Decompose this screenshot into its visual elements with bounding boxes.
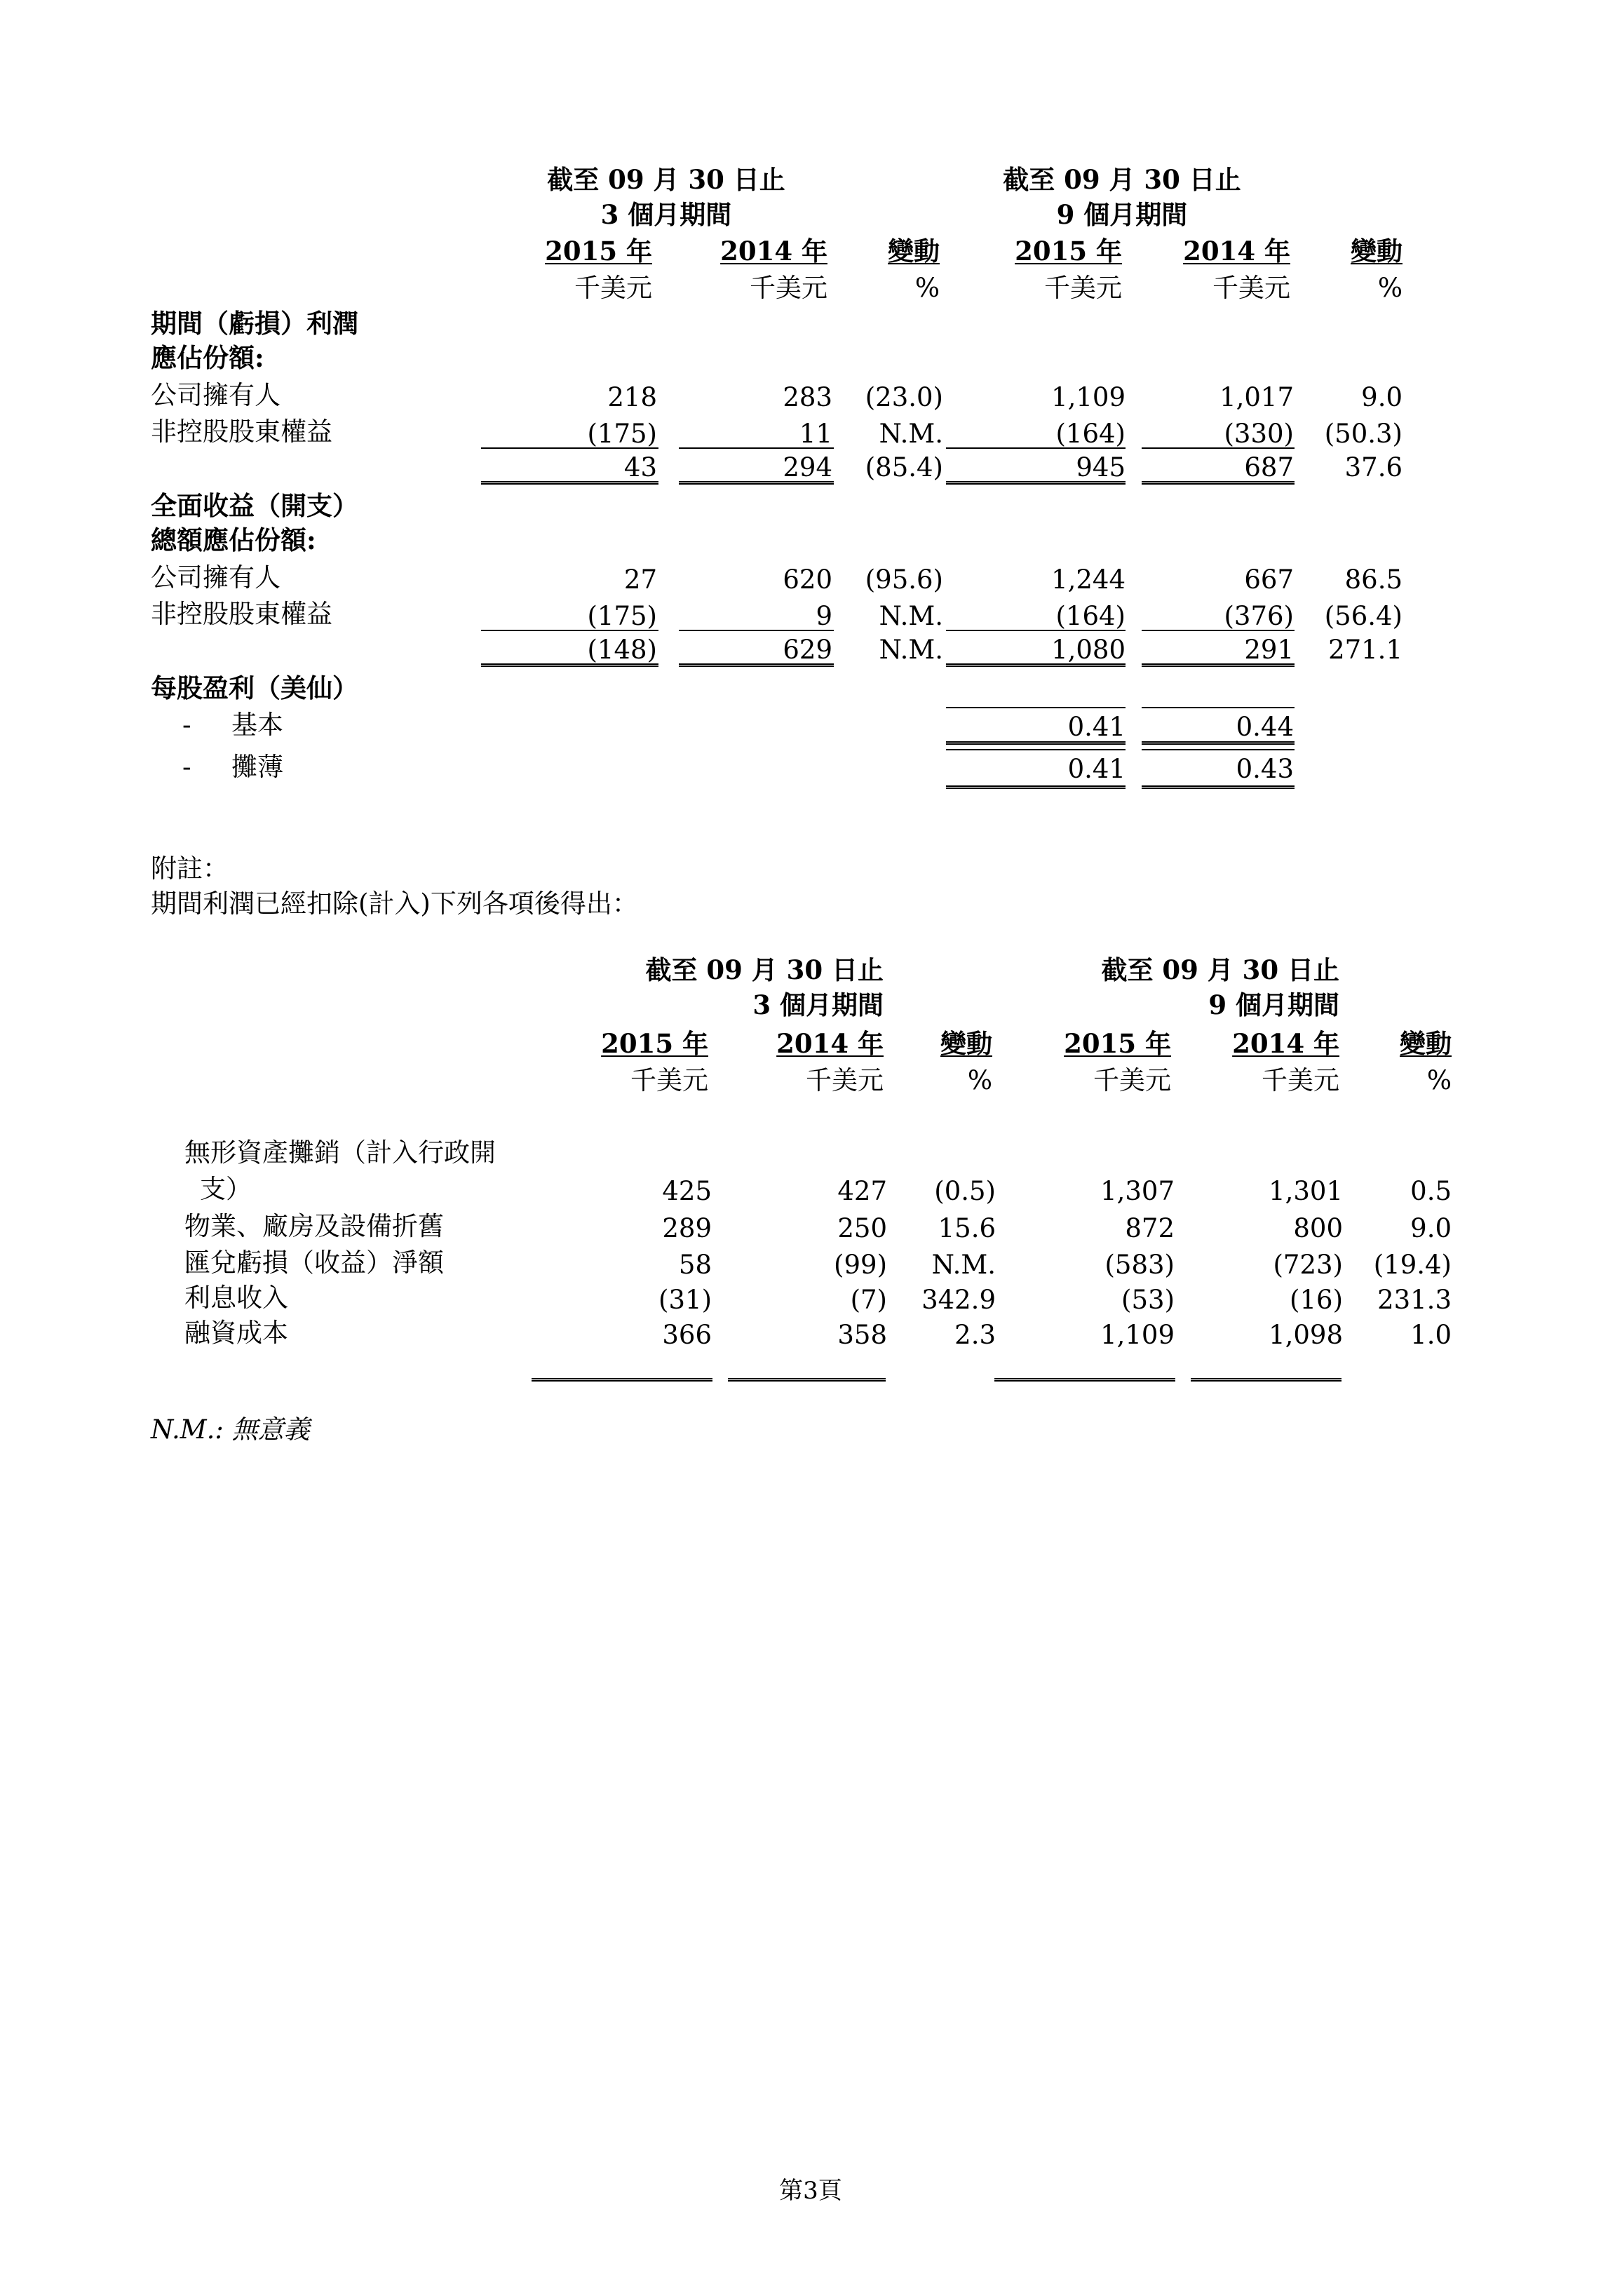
- section-subtitle: 應佔份額:: [151, 342, 264, 373]
- cell: (85.4): [865, 452, 943, 482]
- t1-hdr-9m-line1: 截至 09 月 30 日止: [1003, 164, 1241, 195]
- cell: 1,017: [1219, 382, 1294, 412]
- cell: N.M.: [931, 1250, 996, 1280]
- total-double-rule: [679, 663, 834, 667]
- cell: 9.0: [1361, 382, 1403, 412]
- total-double-rule: [532, 1378, 712, 1382]
- eps-double-rule: [946, 741, 1126, 745]
- total-double-rule: [1191, 1378, 1341, 1382]
- cell: (19.4): [1373, 1250, 1452, 1280]
- cell: 2.3: [954, 1320, 996, 1350]
- footnote: N.M.: 無意義: [151, 1414, 310, 1445]
- row-label: 非控股股東權益: [151, 417, 332, 447]
- total-double-rule: [1142, 481, 1295, 485]
- t2-unit-5: %: [1426, 1065, 1452, 1095]
- row-dash: -: [182, 710, 191, 740]
- section-subtitle: 總額應佔份額:: [151, 525, 316, 555]
- row-label: 無形資產攤銷（計入行政開: [184, 1137, 496, 1168]
- row-label: 融資成本: [184, 1318, 288, 1348]
- t2-col-2015-3m: 2015 年: [601, 1028, 708, 1059]
- total-double-rule: [679, 481, 834, 485]
- cell: 271.1: [1328, 635, 1403, 665]
- total-double-rule: [728, 1378, 886, 1382]
- cell: 687: [1244, 452, 1294, 482]
- cell: (376): [1224, 601, 1294, 631]
- subtotal-rule: [679, 447, 834, 449]
- cell: 283: [783, 382, 832, 412]
- t2-col-2014-9m: 2014 年: [1232, 1028, 1339, 1059]
- t1-col-2014-9m: 2014 年: [1183, 236, 1290, 266]
- cell: 231.3: [1377, 1285, 1452, 1315]
- cell: 11: [799, 419, 832, 449]
- cell: 9: [816, 601, 832, 631]
- cell: 800: [1293, 1213, 1343, 1243]
- section-title: 每股盈利（美仙）: [151, 673, 358, 703]
- subtotal-rule: [946, 630, 1126, 631]
- t2-hdr-3m-line1: 截至 09 月 30 日止: [645, 954, 884, 985]
- t2-unit-4: 千美元: [1262, 1065, 1339, 1095]
- row-dash: -: [182, 752, 191, 782]
- cell: 366: [662, 1320, 712, 1350]
- section-title: 全面收益（開支）: [151, 490, 358, 521]
- eps-rule: [946, 707, 1126, 708]
- t2-col-2014-3m: 2014 年: [776, 1028, 884, 1059]
- t2-unit-1: 千美元: [806, 1065, 884, 1095]
- t2-unit-0: 千美元: [630, 1065, 708, 1095]
- subtotal-rule: [946, 447, 1126, 449]
- cell: N.M.: [879, 419, 943, 449]
- t2-col-change-3m: 變動: [940, 1028, 992, 1059]
- cell: 1,301: [1269, 1176, 1343, 1206]
- cell: 1,080: [1051, 635, 1126, 665]
- section-title: 期間（虧損）利潤: [151, 308, 358, 339]
- cell: 1,098: [1269, 1320, 1343, 1350]
- t1-hdr-9m-line2: 9 個月期間: [1056, 199, 1188, 230]
- cell: 0.41: [1067, 712, 1126, 742]
- cell: 27: [623, 565, 657, 595]
- cell: 43: [623, 452, 657, 482]
- cell: (164): [1055, 601, 1126, 631]
- t2-hdr-9m-line2: 9 個月期間: [1208, 990, 1339, 1020]
- t2-hdr-3m-line2: 3 個月期間: [752, 990, 884, 1020]
- row-label-cont: 支）: [200, 1174, 252, 1204]
- t2-unit-2: %: [967, 1065, 992, 1095]
- cell: 425: [662, 1176, 712, 1206]
- t2-col-change-9m: 變動: [1400, 1028, 1452, 1059]
- t1-col-change-3m: 變動: [888, 236, 940, 266]
- cell: 250: [837, 1213, 887, 1243]
- cell: 9.0: [1410, 1213, 1452, 1243]
- cell: 1,307: [1100, 1176, 1175, 1206]
- cell: (723): [1273, 1250, 1343, 1280]
- total-double-rule: [481, 663, 658, 667]
- cell: 15.6: [938, 1213, 996, 1243]
- cell: 86.5: [1344, 565, 1403, 595]
- t1-unit-1: 千美元: [750, 273, 827, 303]
- row-label: 利息收入: [184, 1283, 288, 1313]
- total-double-rule: [946, 663, 1126, 667]
- t1-unit-0: 千美元: [574, 273, 652, 303]
- row-label: 公司擁有人: [151, 562, 281, 593]
- subtotal-rule: [1142, 630, 1295, 631]
- eps-double-rule: [946, 785, 1126, 789]
- cell: (148): [587, 635, 657, 665]
- t2-col-2015-9m: 2015 年: [1064, 1028, 1171, 1059]
- t2-unit-3: 千美元: [1093, 1065, 1171, 1095]
- t1-unit-3: 千美元: [1044, 273, 1122, 303]
- cell: N.M.: [879, 601, 943, 631]
- t1-hdr-3m-line1: 截至 09 月 30 日止: [547, 164, 785, 195]
- cell: 0.5: [1410, 1176, 1452, 1206]
- page-number: 第3頁: [779, 2177, 842, 2205]
- cell: (56.4): [1324, 601, 1403, 631]
- cell: (95.6): [865, 565, 943, 595]
- eps-rule: [946, 749, 1126, 750]
- cell: (7): [850, 1285, 887, 1315]
- notes-title: 附註：: [151, 853, 229, 884]
- cell: 358: [837, 1320, 887, 1350]
- cell: 1,109: [1051, 382, 1126, 412]
- cell: (53): [1121, 1285, 1175, 1315]
- eps-rule: [1142, 707, 1295, 708]
- cell: 0.43: [1236, 754, 1294, 784]
- cell: (23.0): [865, 382, 943, 412]
- total-double-rule: [946, 481, 1126, 485]
- cell: (175): [587, 601, 657, 631]
- cell: 218: [607, 382, 657, 412]
- total-double-rule: [994, 1378, 1175, 1382]
- cell: 945: [1076, 452, 1126, 482]
- t1-unit-2: %: [914, 273, 940, 303]
- t1-col-2015-3m: 2015 年: [545, 236, 652, 266]
- cell: (164): [1055, 419, 1126, 449]
- total-double-rule: [481, 481, 658, 485]
- cell: 1,109: [1100, 1320, 1175, 1350]
- cell: (175): [587, 419, 657, 449]
- cell: 58: [678, 1250, 712, 1280]
- cell: 291: [1244, 635, 1294, 665]
- cell: 1,244: [1051, 565, 1126, 595]
- t1-unit-5: %: [1377, 273, 1403, 303]
- eps-double-rule: [1142, 785, 1295, 789]
- t1-unit-4: 千美元: [1212, 273, 1290, 303]
- cell: 37.6: [1344, 452, 1403, 482]
- subtotal-rule: [1142, 447, 1295, 449]
- cell: (330): [1224, 419, 1294, 449]
- row-label: 非控股股東權益: [151, 599, 332, 629]
- cell: 620: [783, 565, 832, 595]
- cell: 872: [1125, 1213, 1175, 1243]
- t2-hdr-9m-line1: 截至 09 月 30 日止: [1101, 954, 1339, 985]
- t1-hdr-3m-line2: 3 個月期間: [600, 199, 732, 230]
- cell: (31): [658, 1285, 712, 1315]
- cell: (16): [1290, 1285, 1343, 1315]
- cell: 342.9: [921, 1285, 996, 1315]
- subtotal-rule: [481, 630, 658, 631]
- row-label: 公司擁有人: [151, 380, 281, 410]
- t1-col-change-9m: 變動: [1351, 236, 1403, 266]
- subtotal-rule: [481, 447, 658, 449]
- cell: (583): [1104, 1250, 1175, 1280]
- cell: (50.3): [1324, 419, 1403, 449]
- cell: 629: [783, 635, 832, 665]
- total-double-rule: [1142, 663, 1295, 667]
- notes-subtitle: 期間利潤已經扣除(計入)下列各項後得出：: [151, 889, 638, 919]
- eps-rule: [1142, 749, 1295, 750]
- row-label: 匯兌虧損（收益）淨額: [184, 1248, 444, 1278]
- t1-col-2015-9m: 2015 年: [1015, 236, 1122, 266]
- cell: 427: [837, 1176, 887, 1206]
- cell: 289: [662, 1213, 712, 1243]
- cell: 1.0: [1410, 1320, 1452, 1350]
- subtotal-rule: [679, 630, 834, 631]
- t1-col-2014-3m: 2014 年: [720, 236, 827, 266]
- cell: 667: [1244, 565, 1294, 595]
- eps-double-rule: [1142, 741, 1295, 745]
- cell: 0.44: [1236, 712, 1294, 742]
- row-label: 攤薄: [231, 752, 283, 782]
- cell: (0.5): [934, 1176, 996, 1206]
- row-label: 物業、廠房及設備折舊: [184, 1211, 444, 1241]
- cell: 0.41: [1067, 754, 1126, 784]
- cell: N.M.: [879, 635, 943, 665]
- cell: 294: [783, 452, 832, 482]
- cell: (99): [834, 1250, 887, 1280]
- row-label: 基本: [231, 710, 283, 740]
